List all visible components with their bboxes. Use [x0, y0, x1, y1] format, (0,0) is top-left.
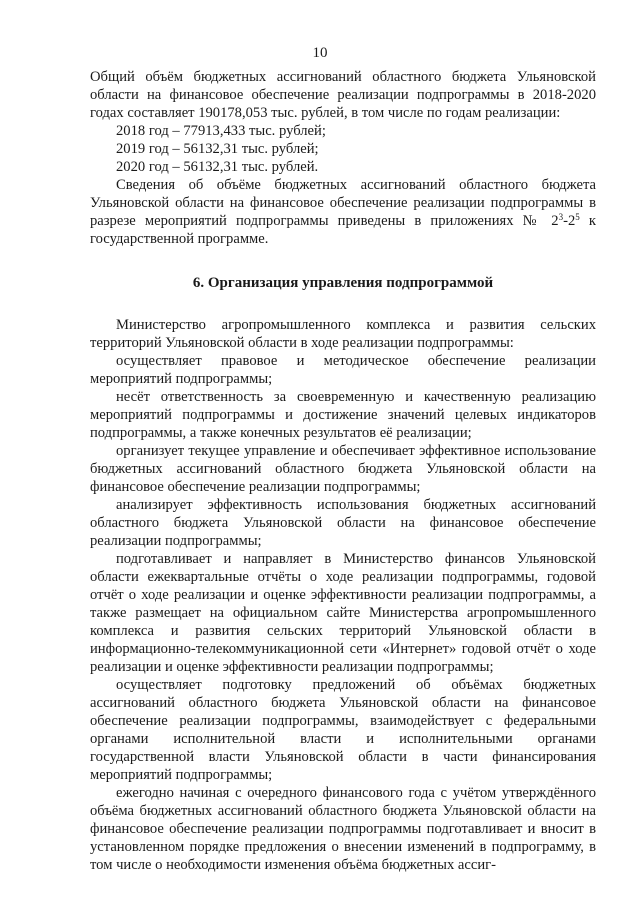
- page-content: [90, 68, 596, 874]
- duty-paragraph: анализирует эффективность использования бюджетных ассигнований областного бюджета Ульяновской области на финансовое обеспечение реализации подпрограммы;: [90, 497, 596, 549]
- year-2019-line: 2019 год – 56132,31 тыс. рублей;: [116, 141, 319, 157]
- appendix-reference-tail: к государственной программе.: [90, 213, 596, 247]
- year-2020-line: 2020 год – 56132,31 тыс. рублей.: [116, 159, 319, 175]
- duty-paragraph: подготавливает и направляет в Министерство финансов Ульяновской области ежеквартальные отчёты о ходе реализации подпрограммы, годовой отчёт о ходе реализации и оценке эффективности реализации подпрограммы, а также размещает на официальном сайте Министерства агропромышленного комплекса и развития сельских территорий Ульяновской области в информационно-телекоммуникационной сети «Интернет» годовой отчёт о ходе реализации и оценке эффективности реализации подпрограммы;: [90, 551, 596, 675]
- appendix-superscript-start: 3: [558, 212, 564, 222]
- year-2018-line: 2018 год – 77913,433 тыс. рублей;: [116, 123, 326, 139]
- duty-paragraph: организует текущее управление и обеспечивает эффективное использование бюджетных ассигнований областного бюджета Ульяновской области на финансовое обеспечение реализации подпрограммы;: [90, 443, 596, 495]
- duty-paragraph: несёт ответственность за своевременную и качественную реализацию мероприятий подпрограммы и достижение значений целевых индикаторов подпрограммы, а также конечных результатов её реализации;: [90, 389, 596, 441]
- total-allocation-paragraph: Общий объём бюджетных ассигнований областного бюджета Ульяновской области на финансовое обеспечение реализации подпрограммы в 2018-2020 годах составляет 190178,053 тыс. рублей, в том числе по годам реализации:: [90, 69, 596, 121]
- appendix-reference-paragraph: [90, 176, 596, 248]
- section-heading: 6. Организация управления подпрограммой: [192, 275, 494, 291]
- appendix-reference-text: Сведения об объёме бюджетных ассигнований областного бюджета Ульяновской области на финансовое обеспечение реализации подпрограммы в разрезе мероприятий подпрограммы приведены в приложениях № 2: [90, 177, 596, 229]
- page-number: 10: [312, 45, 328, 61]
- appendix-superscript-end: 5: [575, 212, 580, 222]
- duty-paragraph: осуществляет подготовку предложений об объёмах бюджетных ассигнований областного бюджета Ульяновской области на финансовое обеспечение реализации подпрограммы, взаимодействует с федеральными органами исполнительной власти и исполнительными органами государственной власти Ульяновской области в части финансирования мероприятий подпрограммы;: [90, 677, 596, 783]
- appendix-range-dash: -2: [563, 213, 576, 229]
- duty-paragraph: осуществляет правовое и методическое обеспечение реализации мероприятий подпрограммы;: [90, 353, 596, 387]
- duty-paragraph: ежегодно начиная с очередного финансового года с учётом утверждённого объёма бюджетных ассигнований областного бюджета Ульяновской области на финансовое обеспечение реализации подпрограммы подготавливает и вносит в установленном порядке предложения о внесении изменений в подпрограмму, в том числе о необходимости изменения объёма бюджетных ассиг-: [90, 785, 596, 873]
- ministry-lead-paragraph: Министерство агропромышленного комплекса и развития сельских территорий Ульяновской области в ходе реализации подпрограммы:: [90, 317, 596, 351]
